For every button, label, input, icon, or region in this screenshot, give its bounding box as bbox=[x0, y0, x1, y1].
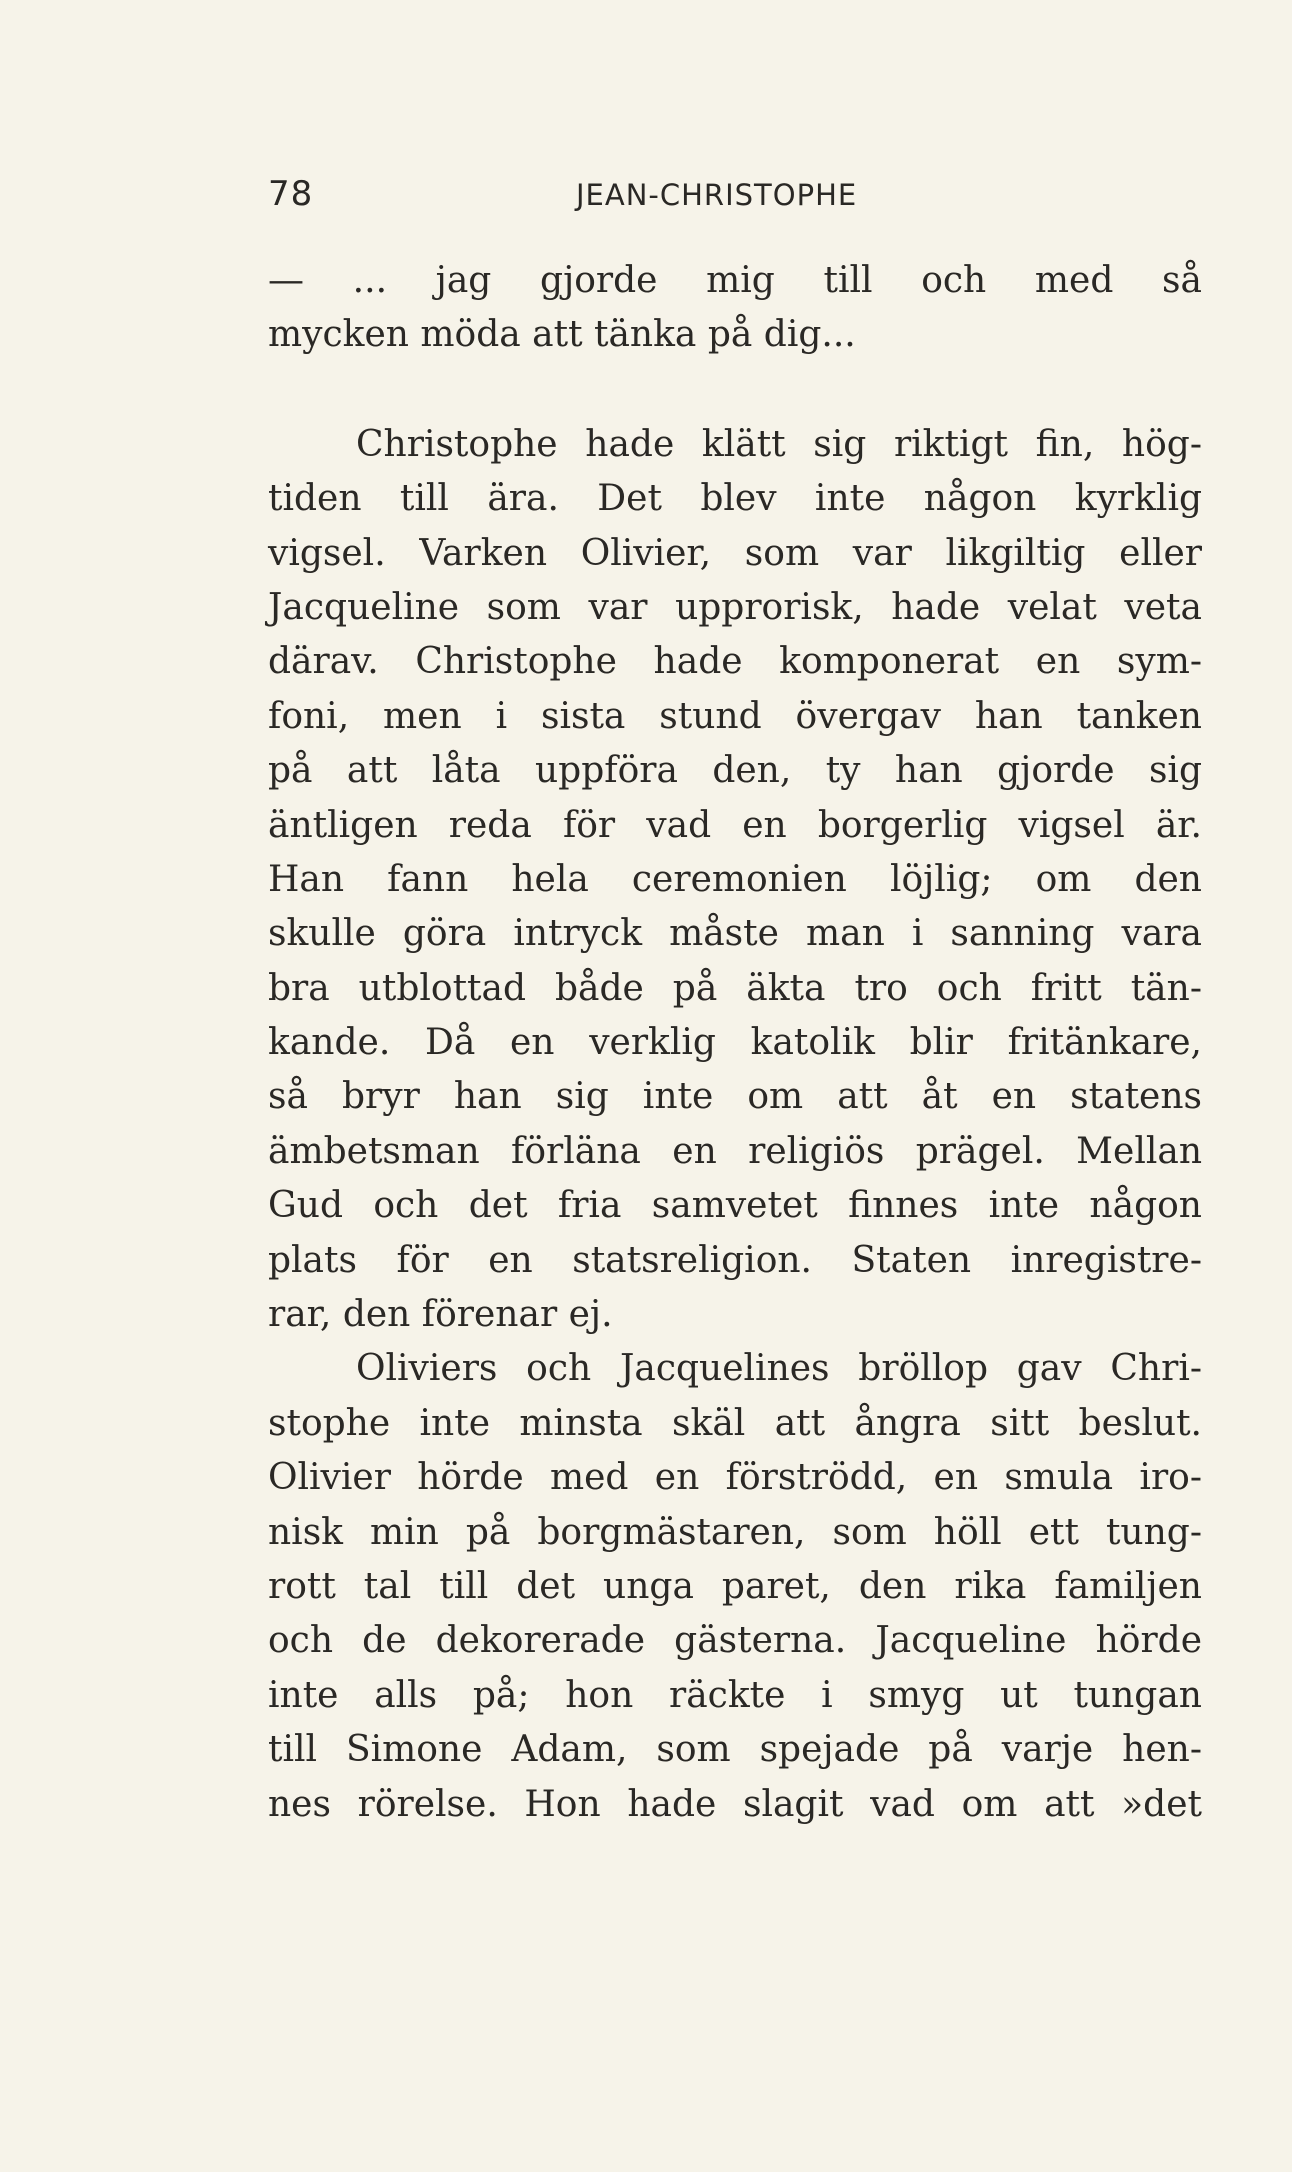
text-line: bra utblottad både på äkta tro och fritt tän- bbox=[268, 967, 1202, 1009]
text-line: foni, men i sista stund övergav han tanken bbox=[268, 695, 1202, 737]
paragraph-3 bbox=[268, 1342, 1202, 1832]
text-line: vigsel. Varken Olivier, som var likgiltig eller bbox=[268, 532, 1202, 574]
page-number: 78 bbox=[268, 174, 314, 214]
text-line: Oliviers och Jacquelines bröllop gav Chri- bbox=[356, 1348, 1202, 1390]
text-line: ämbetsman förläna en religiös prägel. Mellan bbox=[268, 1130, 1202, 1172]
page-header bbox=[268, 174, 1202, 224]
text-line: nisk min på borgmästaren, som höll ett tung- bbox=[268, 1511, 1202, 1553]
text-line: Gud och det fria samvetet finnes inte någon bbox=[268, 1185, 1202, 1227]
text-line: till Simone Adam, som spejade på varje hen- bbox=[268, 1729, 1202, 1771]
text-line: kande. Då en verklig katolik blir fritänkare, bbox=[268, 1022, 1202, 1064]
text-line: skulle göra intryck måste man i sanning vara bbox=[268, 913, 1202, 955]
text-line: rott tal till det unga paret, den rika familjen bbox=[268, 1565, 1202, 1607]
paragraph-2 bbox=[268, 418, 1202, 1343]
running-head: JEAN-CHRISTOPHE bbox=[576, 178, 858, 212]
paragraph-1 bbox=[268, 254, 1202, 363]
text-line: inte alls på; hon räckte i smyg ut tungan bbox=[268, 1674, 1202, 1716]
text-line: nes rörelse. Hon hade slagit vad om att »det bbox=[268, 1783, 1202, 1825]
body-text bbox=[268, 254, 1202, 1832]
text-line: och de dekorerade gästerna. Jacqueline hörde bbox=[268, 1620, 1202, 1662]
text-line: tiden till ära. Det blev inte någon kyrklig bbox=[268, 478, 1202, 520]
text-line: plats för en statsreligion. Staten inregistre- bbox=[268, 1239, 1202, 1281]
text-line: Olivier hörde med en förströdd, en smula iro- bbox=[268, 1457, 1202, 1499]
text-line: så bryr han sig inte om att åt en statens bbox=[268, 1076, 1202, 1118]
text-line: Jacqueline som var upprorisk, hade velat veta bbox=[268, 586, 1202, 628]
text-line: rar, den förenar ej. bbox=[268, 1294, 613, 1336]
text-line: därav. Christophe hade komponerat en sym- bbox=[268, 641, 1202, 683]
text-line: på att låta uppföra den, ty han gjorde sig bbox=[268, 750, 1202, 792]
text-line: Christophe hade klätt sig riktigt fin, hög- bbox=[356, 423, 1202, 465]
paragraph-gap bbox=[268, 363, 1202, 418]
text-line: äntligen reda för vad en borgerlig vigsel är. bbox=[268, 804, 1202, 846]
text-line: stophe inte minsta skäl att ångra sitt beslut. bbox=[268, 1402, 1202, 1444]
text-line: Han fann hela ceremonien löjlig; om den bbox=[268, 858, 1202, 900]
text-line: mycken möda att tänka på dig... bbox=[268, 314, 856, 356]
text-line: — ... jag gjorde mig till och med så bbox=[268, 260, 1202, 301]
